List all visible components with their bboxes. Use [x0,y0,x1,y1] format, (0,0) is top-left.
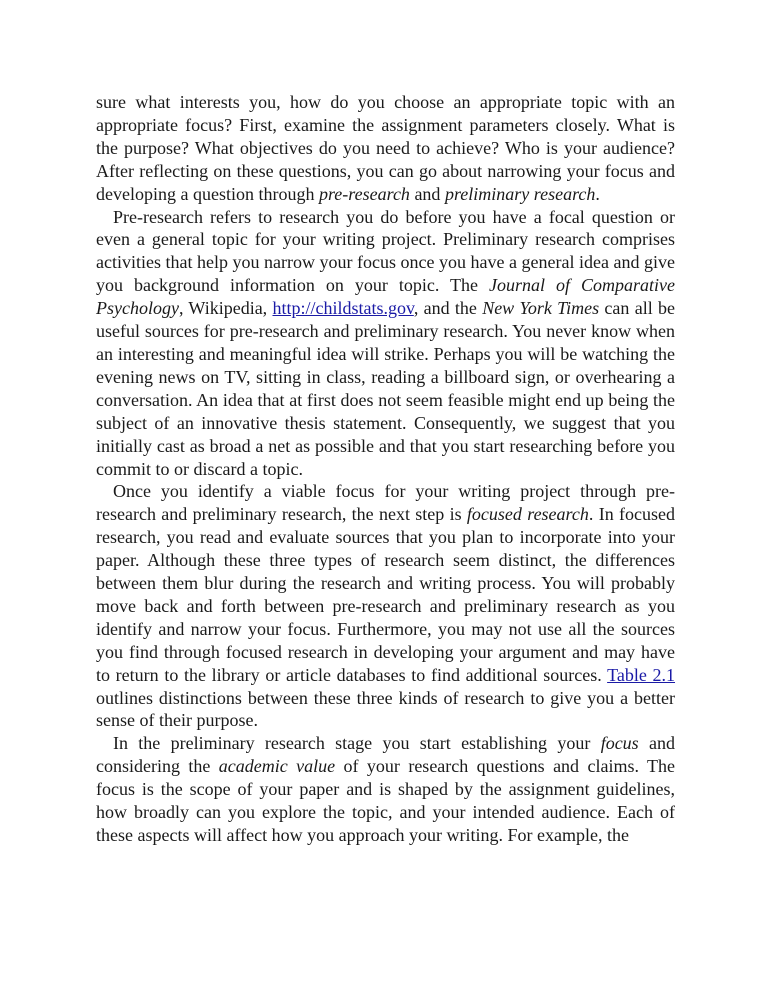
text-run: and considering the [96,733,675,777]
text-run: In the preliminary research stage you start establishing your [113,733,601,754]
italic-title: New York Times [482,298,600,319]
text-run: . [595,183,600,204]
text-run: sure what interests you, how do you choose an appropriate topic with an appropriate focus? First, examine the assignment parameters closely. What is the purpose? What objectives do you need to achieve? Who is your audience? After reflecting on these questions, you can go about narrowing your focus and developing a question through [96,92,675,204]
text-run: , Wikipedia, [178,298,273,319]
italic-term: pre-research [318,183,410,204]
table-2-1-link[interactable]: Table 2.1 [607,664,676,685]
text-run: . In focused research, you read and evaluate sources that you plan to incorporate into your paper. Although these three types of research seem distinct, the differences between them blur during the research and writing process. You will probably move back and forth between pre-research and preliminary research as you identify and narrow your focus. Furthermore, you may not use all the sources you find through focused research in developing your argument and may have to return to the library or article databases to find additional sources. [96,504,675,685]
italic-term: focus [600,733,639,754]
italic-term: academic value [218,756,336,777]
text-run: of your research questions and claims. The focus is the scope of your paper and is shaped by the assignment guidelines, how broadly can you explore the topic, and your intended audience. Each of these aspects will affect how you approach your writing. For example, the [96,756,676,845]
paragraph-3 [96,480,675,732]
italic-term: focused research [466,504,589,525]
text-run: Once you identify a viable focus for your writing project through pre-research and preliminary research, the next step is [96,481,675,525]
text-run: and [409,183,445,204]
text-run: Pre-research refers to research you do before you have a focal question or even a general topic for your writing project. Preliminary research comprises activities that help you narrow your focus once you have a general idea and give you background information on your topic. The [96,206,675,296]
childstats-link[interactable]: http://childstats.gov [272,298,414,319]
document-page [96,91,675,847]
paragraph-4 [96,732,675,847]
italic-title: Journal of Comparative Psychology [96,275,675,319]
text-run: can all be useful sources for pre-research and preliminary research. You never know when an interesting and meaningful idea will strike. Perhaps you will be watching the evening news on TV, sitting in class, reading a billboard sign, or overhearing a conversation. An idea that at first does not seem feasible might end up being the subject of an innovative thesis statement. Consequently, we suggest that you initially cast as broad a net as possible and that you start researching before you commit to or discard a topic. [96,298,675,479]
paragraph-2 [96,206,675,481]
italic-term: preliminary research [444,183,596,204]
text-run: , and the [413,298,483,319]
paragraph-1 [96,91,675,206]
text-run: outlines distinctions between these three kinds of research to give you a better sense of their purpose. [96,687,675,731]
